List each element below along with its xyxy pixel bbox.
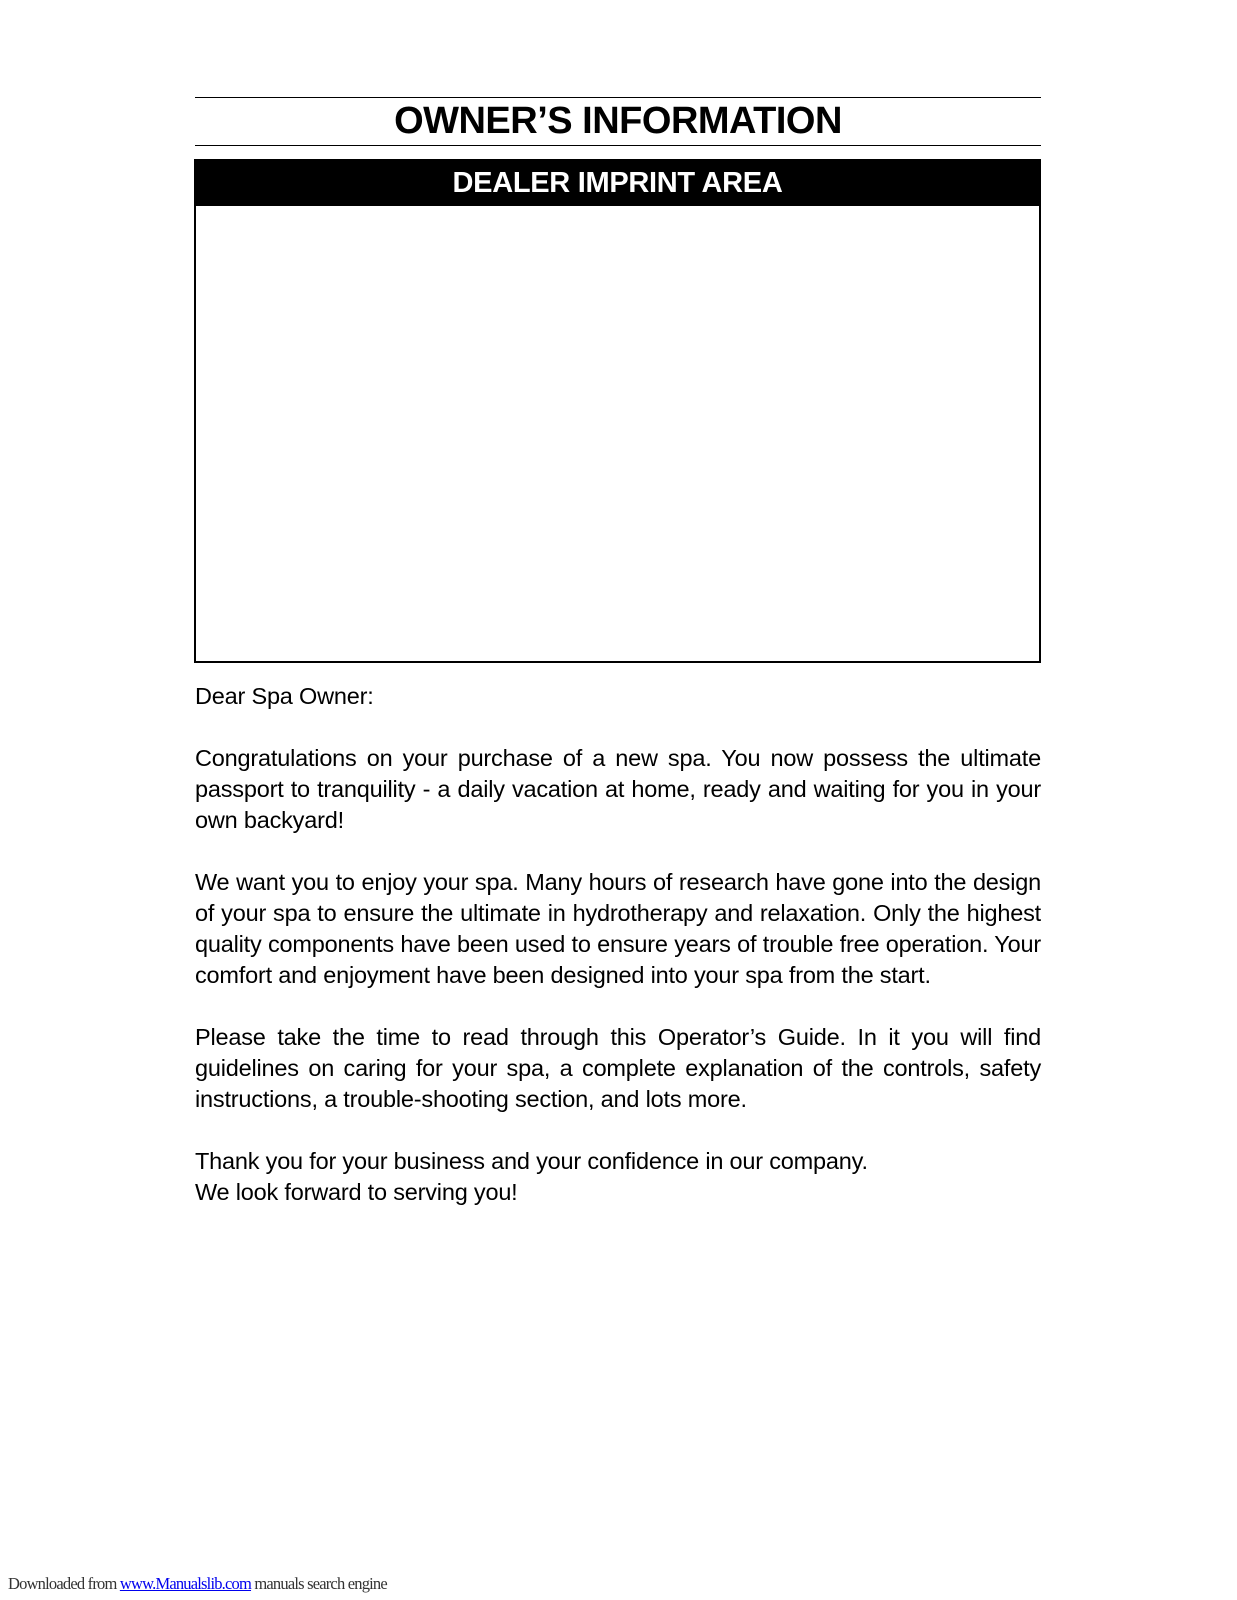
manualslib-link[interactable]: www.Manualslib.com [119,1574,252,1593]
download-footer [8,1574,387,1594]
page-title: OWNER’S INFORMATION [394,100,842,142]
letter-paragraph-congratulations: Congratulations on your purchase of a new spa. You now possess the ultimate passport to tranquility - a daily vacation at home, ready and waiting for you in your own backyard! [195,745,1041,833]
letter-closing [195,1146,1041,1208]
letter-closing-line-serving: We look forward to serving you! [195,1179,518,1205]
letter-salutation: Dear Spa Owner: [195,683,374,709]
title-bottom-rule [195,145,1041,146]
footer-prefix: Downloaded from [8,1574,120,1593]
dealer-imprint-label: DEALER IMPRINT AREA [196,161,1039,206]
letter-paragraph-enjoy: We want you to enjoy your spa. Many hours of research have gone into the design of your spa to ensure the ultimate in hydrotherapy and relaxation. Only the highest quality components have been used to ensure years of trouble free operation. Your comfort and enjoyment have been designed into your spa from the start. [195,869,1041,988]
letter-paragraph-read-guide: Please take the time to read through this Operator’s Guide. In it you will find guidelines on caring for your spa, a complete explanation of the controls, safety instructions, a trouble-shooting section, and lots more. [195,1024,1041,1112]
dealer-imprint-blank-area [196,206,1039,661]
owner-letter [195,681,1041,1208]
letter-closing-line-thanks: Thank you for your business and your confidence in our company. [195,1148,868,1174]
dealer-imprint-box [194,159,1041,663]
footer-suffix: manuals search engine [251,1574,387,1593]
